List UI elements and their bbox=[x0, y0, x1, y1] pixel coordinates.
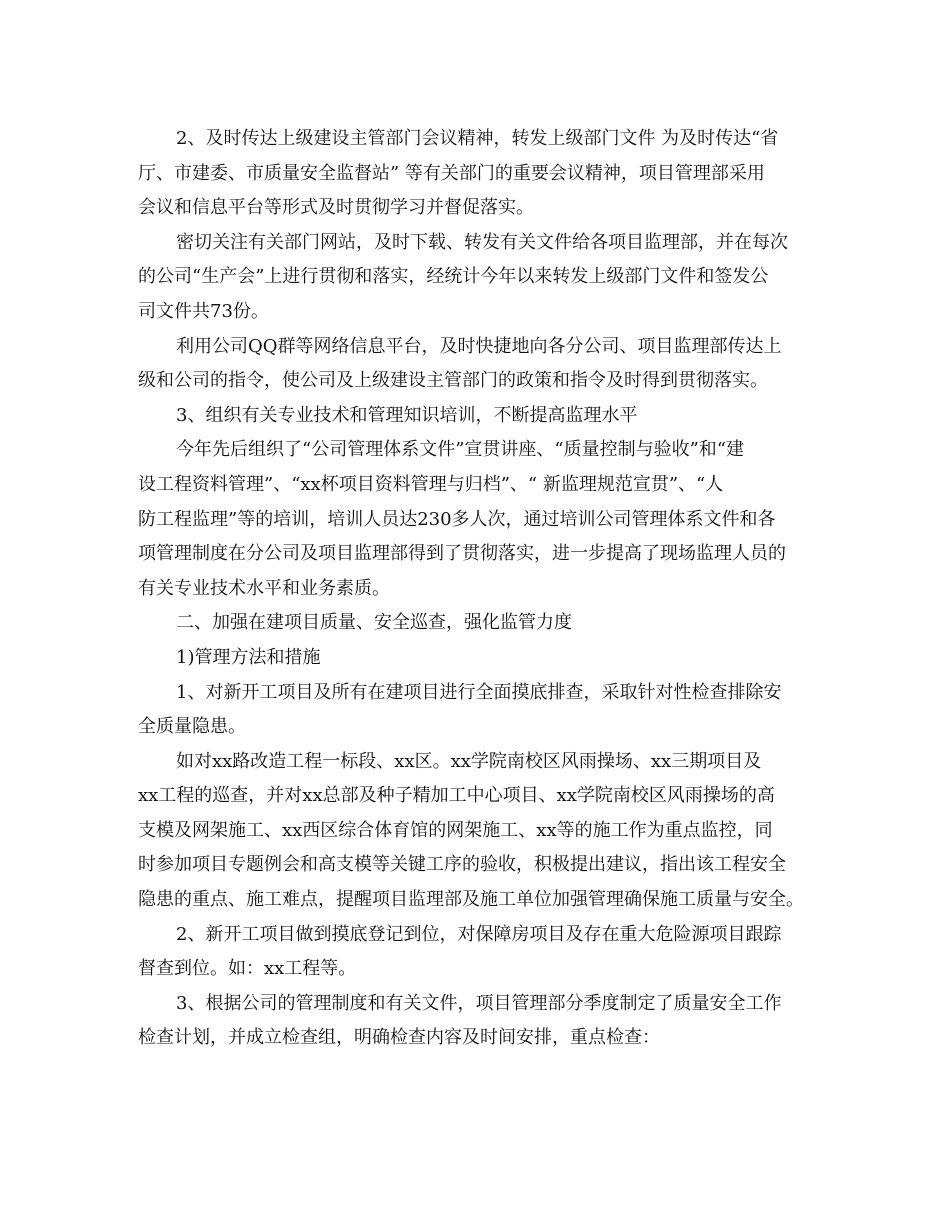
text-line: 3、根据公司的管理制度和有关文件，项目管理部分季度制定了质量安全工作 bbox=[176, 992, 782, 1014]
paragraph-5 bbox=[138, 433, 828, 606]
text-line: 厅、市建委、市质量安全监督站” 等有关部门的重要会议精神，项目管理部采用 bbox=[138, 162, 765, 184]
text-line: 防工程监理”等的培训，培训人员达230多人次，通过培训公司管理体系文件和各 bbox=[138, 508, 776, 530]
text-line: 1、对新开工项目及所有在建项目进行全面摸底排查，采取针对性检查排除安 bbox=[176, 681, 782, 703]
text-line: 2、及时传达上级建设主管部门会议精神，转发上级部门文件 为及时传达“省 bbox=[176, 128, 779, 149]
text-line: 级和公司的指令，使公司及上级建设主管部门的政策和指令及时得到贯彻落实。 bbox=[138, 370, 768, 392]
paragraph-7 bbox=[138, 641, 828, 676]
paragraph-8 bbox=[138, 676, 828, 745]
text-line: 如对xx路改造工程一标段、xx区。xx学院南校区风雨操场、xx三期项目及 bbox=[176, 750, 762, 772]
paragraph-6 bbox=[138, 606, 828, 641]
text-line: 的公司“生产会”上进行贯彻和落实，经统计今年以来转发上级部门文件和签发公 bbox=[138, 266, 769, 288]
text-line: 项管理制度在分公司及项目监理部得到了贯彻落实，进一步提高了现场监理人员的 bbox=[138, 543, 786, 565]
subsection-heading: 1)管理方法和措施 bbox=[176, 646, 321, 668]
text-line: 支模及网架施工、xx西区综合体育馆的网架施工、xx等的施工作为重点监控，同 bbox=[138, 819, 773, 841]
section-heading: 二、加强在建项目质量、安全巡查，强化监管力度 bbox=[176, 612, 572, 634]
text-line: 今年先后组织了“公司管理体系文件”宣贯讲座、“质量控制与验收”和“建 bbox=[176, 439, 745, 461]
text-line: 设工程资料管理”、“xx杯项目资料管理与归档”、“ 新监理规范宣贯”、“人 bbox=[138, 473, 724, 495]
document-body bbox=[138, 122, 828, 1056]
paragraph-11 bbox=[138, 987, 828, 1056]
text-line: 时参加项目专题例会和高支模等关键工序的验收，积极提出建议，指出该工程安全 bbox=[138, 854, 786, 876]
paragraph-9 bbox=[138, 745, 828, 918]
text-line: 督查到位。如：xx工程等。 bbox=[138, 958, 357, 980]
paragraph-10 bbox=[138, 918, 828, 987]
text-line: 利用公司QQ群等网络信息平台，及时快捷地向各分公司、项目监理部传达上 bbox=[176, 335, 782, 357]
text-line: 2、新开工项目做到摸底登记到位，对保障房项目及存在重大危险源项目跟踪 bbox=[176, 923, 782, 945]
text-line: 司文件共73份。 bbox=[138, 300, 269, 322]
paragraph-4 bbox=[138, 399, 828, 434]
text-line: 全质量隐患。 bbox=[138, 716, 246, 738]
paragraph-1 bbox=[138, 122, 828, 226]
paragraph-2 bbox=[138, 226, 828, 330]
text-line: xx工程的巡查，并对xx总部及种子精加工中心项目、xx学院南校区风雨操场的高 bbox=[138, 785, 775, 807]
paragraph-3 bbox=[138, 330, 828, 399]
text-line: 检查计划，并成立检查组，明确检查内容及时间安排，重点检查： bbox=[138, 1027, 660, 1049]
text-line: 隐患的重点、施工难点，提醒项目监理部及施工单位加强管理确保施工质量与安全。 bbox=[138, 889, 804, 911]
text-line: 有关专业技术水平和业务素质。 bbox=[138, 577, 390, 599]
text-line: 会议和信息平台等形式及时贯彻学习并督促落实。 bbox=[138, 197, 534, 219]
text-line: 3、组织有关专业技术和管理知识培训，不断提高监理水平 bbox=[176, 404, 638, 426]
text-line: 密切关注有关部门网站，及时下载、转发有关文件给各项目监理部，并在每次 bbox=[176, 231, 788, 253]
